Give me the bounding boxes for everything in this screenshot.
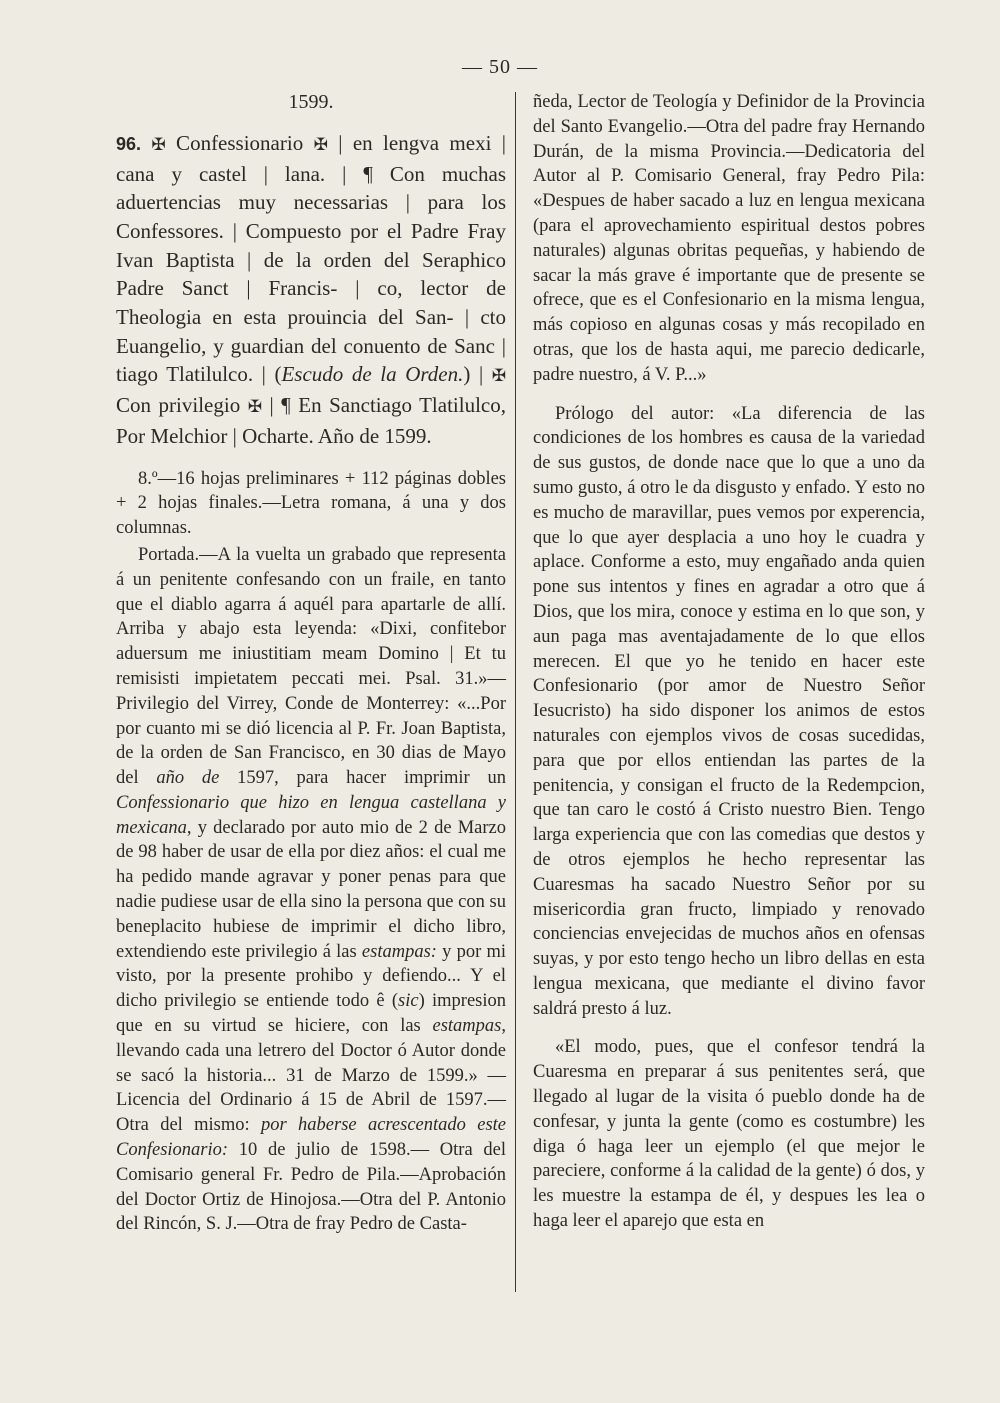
description-paragraph bbox=[116, 543, 506, 1237]
cross-icon: ✠ bbox=[151, 134, 166, 155]
cross-icon: ✠ bbox=[247, 397, 262, 418]
text-run: Portada.—A la vuelta un grabado que representa á un penitente confesando con un fraile, en tanto que el diablo agarra á aquél para apartarle de allí. Arriba y abajo esta leyenda: «Dixi, confitebor aduersum me iniustitiam meam Domino | Et tu remisisti impietatem peccati mei. Psal. 31.»—Privilegio del Virrey, Conde de Monterrey: «...Por por cuanto mi se dió licencia al P. Fr. Joan Baptista, de la orden de San Francisco, en 30 dias de Mayo del bbox=[116, 544, 506, 789]
italic-run: estampas bbox=[432, 1016, 502, 1037]
italic-run: año de bbox=[156, 768, 220, 789]
year-heading: 1599. bbox=[288, 91, 334, 113]
physical-description: 8.º—16 hojas preliminares + 112 páginas dobles + 2 hojas finales.—Letra romana, á una y dos columnas. bbox=[116, 468, 506, 539]
text-run: ) impresion que en su virtud se hiciere, con las bbox=[116, 991, 507, 1037]
page-number: — 50 — bbox=[462, 56, 538, 78]
italic-run: sic bbox=[398, 991, 419, 1012]
title-text-b: | en lengva mexi | cana y castel | lana. | ¶ Con muchas aduertencias muy necessarias | para los Confessores. | Compuesto por el Padre Fray Ivan Baptista | de la orden del Seraphico Padre Sanct | Francis- | co, lector de Theologia en esta prouincia del San- | cto Euangelio, y guardian del conuento de Sanc | tiago Tlatilulco. | ( bbox=[116, 130, 506, 387]
entry-title bbox=[116, 129, 506, 451]
title-text-d: Con privilegio bbox=[116, 393, 248, 418]
title-italic: Escudo de la Orden. bbox=[281, 362, 464, 387]
cross-icon: ✠ bbox=[313, 134, 328, 155]
title-text-e: | ¶ En Sanctiago Tlatilulco, Por Melchior | Ocharte. Año de 1599. bbox=[116, 393, 506, 448]
entry-number: 96. bbox=[116, 133, 142, 154]
italic-run: estampas: bbox=[361, 941, 437, 962]
text-run: , llevando cada una letrero del Doctor ó Autor donde se sacó la historia... 31 de Marzo de 1599.» — Licencia del Ordinario á 15 de Abril de 1597.— Otra del mismo: bbox=[116, 1016, 506, 1136]
left-column bbox=[116, 90, 506, 1237]
column-divider bbox=[515, 92, 516, 1292]
prologue-paragraph: Prólogo del autor: «La diferencia de las condiciones de los hombres es causa de la variedad de sus gustos, de donde nace que lo que a uno da sumo gusto, á otro le da disgusto y enfado. Y esto no es mucho de maravillar, pues vemos por experencia, que lo que ayer desplacia a uno hoy le cuadra y aplace. Conforme a esto, muy engañado anda quien pone sus intentos y fines en agradar a otro que á Dios, que los mira, conoce y estima en lo que son, y aun paga mas aventajadamente de lo que ellos merecen. El que yo he tenido en hacer este Confesionario (por amor de Nuestro Señor Iesucristo) ha sido disponer los animos de estos naturales con ejemplos vivos de cosas sucedidas, para que por ellos entiendan las partes de la penitencia, y consigan el fructo de la Redempcion, que tan caro le costó á Cristo nuestro Bien. Tengo larga experiencia que con las comedias que destos y de otros ejemplos he hecho representar las Cuaresmas ha sacado Nuestro Señor por su misericordia gran fructo, limpiado y renovado conciencias envejecidas de muchos años en ofensas suyas, y por esto tengo hecho un libro dellas en esta lengua mexicana, que mediante el divino favor saldrá presto á luz. bbox=[533, 403, 925, 1019]
cross-icon: ✠ bbox=[491, 366, 507, 387]
right-column bbox=[533, 90, 925, 1234]
method-paragraph: «El modo, pues, que el confesor tendrá la Cuaresma en preparar á sus penitentes será, que llegado al lugar de la visita ó pueblo donde ha de confesar, y junta la gente (como es costumbre) les diga ó haga leer un ejemplo (el que mejor le pareciere, conforme á la calidad de la gente) ó dos, y les muestre la estampa de él, y despues les lea o haga leer el aparejo que esta en bbox=[533, 1037, 925, 1232]
text-run: 10 de julio de 1598.— Otra del Comisario general Fr. Pedro de Pila.—Aprobación del Doctor Ortiz de Hinojosa.—Otra del P. Antonio del Rincón, S. J.—Otra de fray Pedro de Casta- bbox=[116, 1140, 506, 1235]
title-text-a: Confessionario bbox=[165, 130, 314, 155]
italic-run: Confessionario que hizo en lengua castellana y mexicana bbox=[116, 792, 506, 838]
text-run: y por mi visto, por la presente prohibo y defiendo... Y el dicho privilegio se entiende todo ê ( bbox=[116, 941, 506, 1012]
title-text-c: ) | bbox=[463, 362, 492, 387]
text-run: 1597, para hacer imprimir un bbox=[219, 768, 506, 789]
continued-paragraph: ñeda, Lector de Teología y Definidor de la Provincia del Santo Evangelio.—Otra del padre fray Hernando Durán, de la misma Provincia.—Dedicatoria del Autor al P. Comisario General, fray Pedro Pila: «Despues de haber sacado a luz en lengua mexicana (para el aprovechamiento espiritual destos pobres naturales) algunas obritas pequeñas, y habiendo de sacar la más grave é importante que de presente se ofrece, que es el Confesionario en la misma lengua, más copioso en algunas cosas y más recopilado en otras, que los de hasta aqui, me parecio dedicarle, padre nuestro, á V. P...» bbox=[533, 92, 925, 385]
italic-run: por haberse acrescentado este Confesionario: bbox=[116, 1115, 506, 1161]
text-run: , y declarado por auto mio de 2 de Marzo de 98 haber de usar de ella por diez años: el cual me ha pedido mande agravar y poner penas para que nadie pudiese usar de ella sino la persona que con su beneplacito hubiese de imprimir el dicho libro, extendiendo este privilegio á las bbox=[116, 817, 506, 962]
